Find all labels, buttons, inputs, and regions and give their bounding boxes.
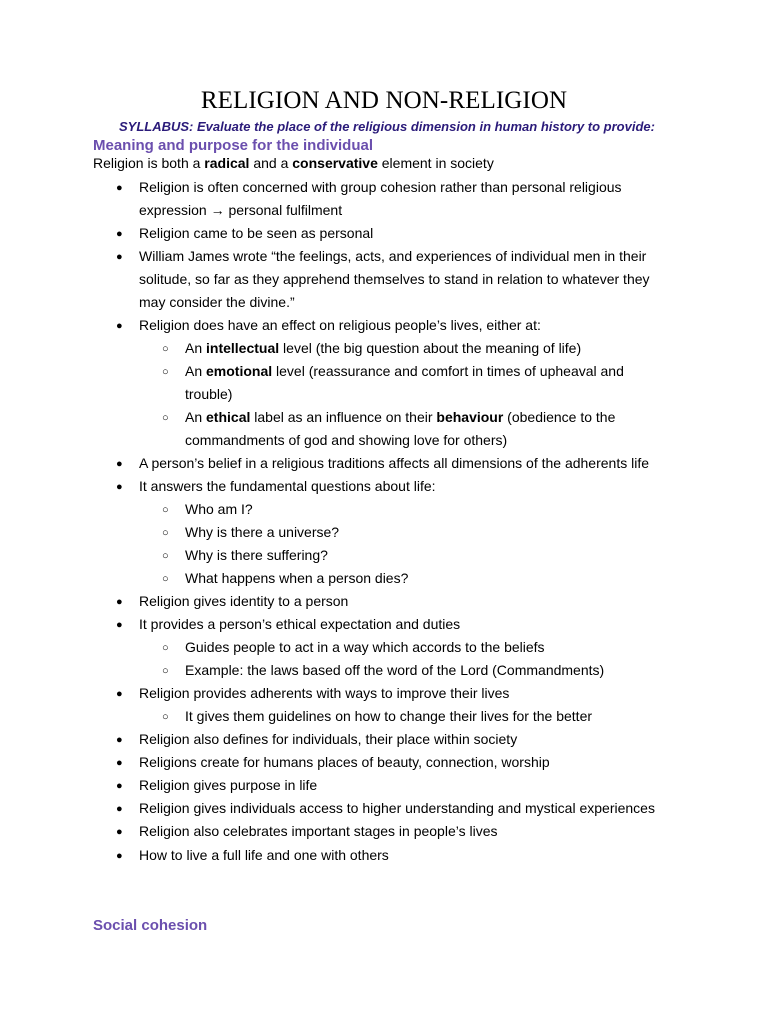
sub-bullet-icon: ○: [162, 550, 169, 562]
bullet-icon: ●: [116, 596, 123, 608]
sub-list-item: An emotional level (reassurance and comfort in times of upheaval and: [185, 363, 624, 379]
bullet-icon: ●: [116, 251, 123, 263]
list-item: Religions create for humans places of beauty, connection, worship: [139, 754, 550, 770]
bullet-icon: ●: [116, 734, 123, 746]
list-item-continuation: expression → personal fulfilment: [139, 202, 343, 218]
sub-list-item: Why is there suffering?: [185, 547, 328, 563]
list-item: Religion also defines for individuals, their place within society: [139, 731, 518, 747]
syllabus-line: SYLLABUS: Evaluate the place of the religious dimension in human history to provide:: [119, 119, 655, 134]
bullet-icon: ●: [116, 619, 123, 631]
list-item: William James wrote “the feelings, acts, and experiences of individual men in their: [139, 248, 647, 264]
sub-list-item: An ethical label as an influence on their behaviour (obedience to the: [185, 409, 616, 425]
list-item: A person’s belief in a religious traditions affects all dimensions of the adherents life: [139, 455, 650, 471]
bullet-icon: ●: [116, 481, 123, 493]
sub-bullet-icon: ○: [162, 366, 169, 378]
sub-bullet-icon: ○: [162, 711, 169, 723]
list-item-continuation: may consider the divine.”: [139, 294, 295, 310]
sub-bullet-icon: ○: [162, 412, 169, 424]
sub-list-item-continuation: trouble): [185, 386, 233, 402]
list-item: It provides a person’s ethical expectation and duties: [139, 616, 461, 632]
list-item: How to live a full life and one with others: [139, 847, 389, 863]
list-item: Religion is often concerned with group cohesion rather than personal religious: [139, 179, 622, 195]
section-heading-meaning: Meaning and purpose for the individual: [93, 137, 374, 154]
list-item: Religion provides adherents with ways to improve their lives: [139, 685, 510, 701]
sub-list-item: Who am I?: [185, 501, 253, 517]
sub-bullet-icon: ○: [162, 642, 169, 654]
bullet-icon: ●: [116, 688, 123, 700]
sub-list-item: Why is there a universe?: [185, 524, 340, 540]
sub-bullet-icon: ○: [162, 573, 169, 585]
intro-line: Religion is both a radical and a conservative element in society: [93, 155, 494, 171]
sub-list-item: An intellectual level (the big question about the meaning of life): [185, 340, 582, 356]
list-item: Religion gives purpose in life: [139, 777, 318, 793]
bullet-icon: ●: [116, 320, 123, 332]
sub-list-item-continuation: commandments of god and showing love for others): [185, 432, 508, 448]
bullet-icon: ●: [116, 803, 123, 815]
bullet-icon: ●: [116, 757, 123, 769]
sub-bullet-icon: ○: [162, 527, 169, 539]
bullet-icon: ●: [116, 826, 123, 838]
sub-list-item: What happens when a person dies?: [185, 570, 409, 586]
sub-list-item: Guides people to act in a way which accords to the beliefs: [185, 639, 545, 655]
list-item: Religion gives identity to a person: [139, 593, 349, 609]
list-item: Religion also celebrates important stages in people’s lives: [139, 823, 498, 839]
bullet-icon: ●: [116, 228, 123, 240]
sub-list-item: Example: the laws based off the word of the Lord (Commandments): [185, 662, 605, 678]
bullet-icon: ●: [116, 780, 123, 792]
sub-bullet-icon: ○: [162, 343, 169, 355]
list-item: It answers the fundamental questions about life:: [139, 478, 436, 494]
list-item: Religion gives individuals access to higher understanding and mystical experiences: [139, 800, 655, 816]
bullet-icon: ●: [116, 182, 123, 194]
list-item: Religion came to be seen as personal: [139, 225, 374, 241]
document-title: RELIGION AND NON-RELIGION: [200, 87, 568, 114]
sub-bullet-icon: ○: [162, 665, 169, 677]
bullet-icon: ●: [116, 850, 123, 862]
section-heading-social: Social cohesion: [93, 917, 208, 934]
bullet-icon: ●: [116, 458, 123, 470]
sub-list-item: It gives them guidelines on how to change their lives for the better: [185, 708, 593, 724]
list-item: Religion does have an effect on religious people’s lives, either at:: [139, 317, 541, 333]
sub-bullet-icon: ○: [162, 504, 169, 516]
list-item-continuation: solitude, so far as they apprehend themselves to stand in relation to whatever they: [139, 271, 650, 287]
